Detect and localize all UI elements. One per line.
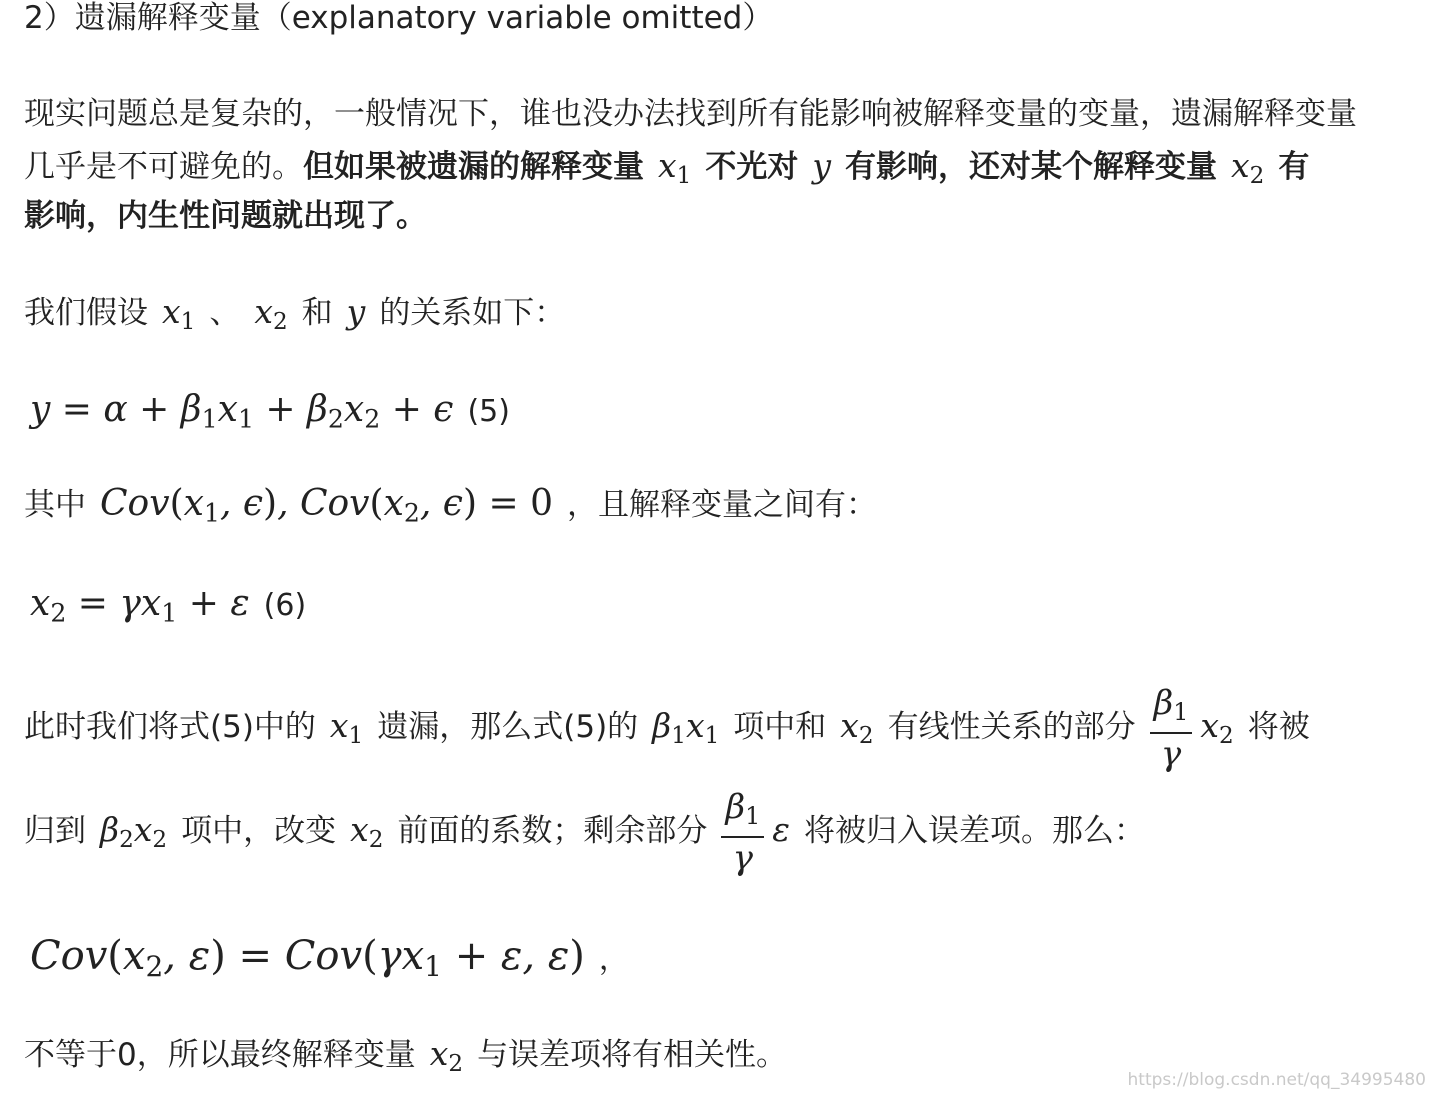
math-x1: $x_1$ (162, 292, 196, 335)
equation-7: $Cov(x_2$, $\varepsilon) = Cov(\gamma x_1 + \varepsilon$, ε) ， (30, 933, 629, 983)
section-heading (24, 0, 773, 44)
bold-text: 影响，内生性问题就出现了。 (24, 198, 427, 234)
bold-text: 不光对 (705, 149, 799, 185)
paragraph-text: 有线性关系的部分 (887, 709, 1136, 745)
math-x2: $x_2$ (429, 1034, 464, 1077)
paragraph-text: 我们假设 (24, 295, 148, 331)
math-x2: $x_2$ (350, 810, 384, 853)
paragraph-where (24, 478, 877, 539)
math-epsilon: ε (772, 810, 790, 849)
math-y: y (812, 146, 831, 185)
paragraph-text: 项中和 (733, 709, 827, 745)
paragraph-text: 其中 (24, 487, 86, 523)
equation-number: (6) (263, 588, 307, 623)
paragraph-text: 、 (209, 295, 241, 331)
math-x2: $x_2$ (254, 292, 288, 335)
math-fraction-beta1-gamma: $\frac{\beta_1}{\gamma}$ (1150, 683, 1193, 774)
math-x2: $x_2$ (1200, 706, 1234, 749)
paragraph-conclusion (24, 1028, 787, 1090)
bold-text: 有影响，还对某个解释变量 (844, 149, 1217, 185)
math-beta2-x2: $\beta_2x_2$ (100, 810, 168, 853)
paragraph-text: 项中，改变 (181, 813, 337, 849)
math-x1: $x_1$ (658, 146, 692, 189)
paragraph-text: 几乎是不可避免的。 (24, 149, 303, 185)
math-x2: $x_2$ (840, 706, 874, 749)
bold-text: 但如果被遗漏的解释变量 (303, 149, 644, 185)
section-heading-text: 2）遗漏解释变量（explanatory variable omitted） (24, 0, 774, 36)
watermark-text: https://blog.csdn.net/qq_34995480 (1127, 1070, 1426, 1090)
paragraph-intro-line3 (24, 190, 427, 242)
paragraph-text: ，且解释变量之间有： (566, 487, 877, 523)
bold-text: 有 (1278, 149, 1310, 185)
paragraph-text: 此时我们将式(5)中的 (24, 709, 316, 745)
math-fraction-beta1-gamma: $\frac{\beta_1}{\gamma}$ (721, 787, 764, 878)
paragraph-intro-line1 (24, 88, 1357, 140)
paragraph-text: 的关系如下： (379, 295, 566, 331)
paragraph-assume (24, 286, 565, 348)
paragraph-text: 归到 (24, 813, 86, 849)
paragraph-text: 遗漏，那么式(5)的 (377, 709, 639, 745)
equation-6: $x_2 = \gamma x_1 + \varepsilon$ (6) (30, 583, 307, 628)
math-x1: $x_1$ (329, 706, 364, 749)
math-cov-conditions: $Cov(x_1$, ϵ), $Cov(x_2$, ϵ) = 0 (100, 483, 553, 528)
paragraph-omit-line1 (24, 672, 1310, 790)
paragraph-omit-line2 (24, 776, 1145, 894)
math-beta1-x1: $\beta_1x_1$ (652, 706, 720, 749)
paragraph-text: 将被归入误差项。那么： (803, 813, 1145, 849)
paragraph-text: 将被 (1247, 709, 1310, 745)
paragraph-text: 和 (301, 295, 333, 331)
paragraph-text: 与误差项将有相关性。 (477, 1037, 788, 1073)
math-y: y (346, 292, 366, 331)
equation-punctuation: ， (598, 942, 629, 977)
math-x2: $x_2$ (1230, 146, 1265, 189)
paragraph-text: 不等于0，所以最终解释变量 (24, 1037, 416, 1073)
equation-number: (5) (467, 394, 510, 429)
paragraph-text: 前面的系数；剩余部分 (397, 813, 708, 849)
paragraph-text: 现实问题总是复杂的，一般情况下，谁也没办法找到所有能影响被解释变量的变量，遗漏解释变量 (24, 96, 1357, 132)
equation-5: $y = \alpha + \beta_1x_1 + \beta_2x_2 + \epsilon$ (5) (30, 389, 510, 434)
